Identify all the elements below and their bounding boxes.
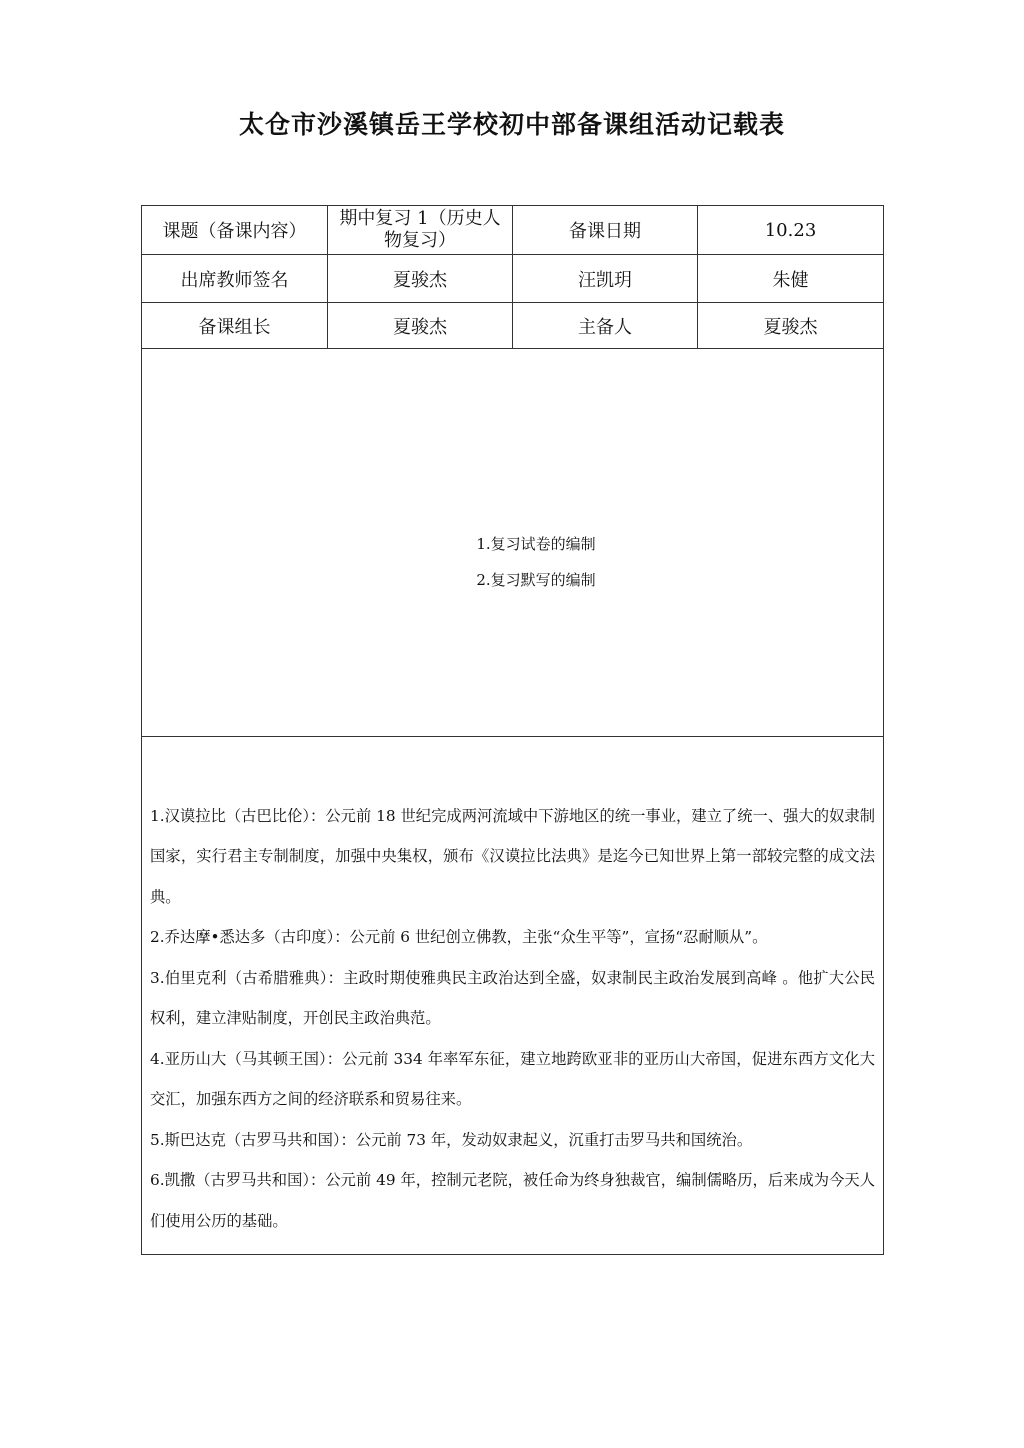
leader-label: 备课组长 xyxy=(142,303,328,349)
plan-item: 2.复习默写的编制 xyxy=(476,570,596,589)
main-preparer-label: 主备人 xyxy=(513,303,698,349)
teacher-signature: 夏骏杰 xyxy=(328,255,513,303)
leader-value: 夏骏杰 xyxy=(328,303,513,349)
plan-list xyxy=(142,488,883,598)
attendance-label: 出席教师签名 xyxy=(142,255,328,303)
content-cell xyxy=(142,737,884,1255)
table-row xyxy=(142,737,884,1255)
plan-item: 1.复习试卷的编制 xyxy=(476,534,596,553)
teacher-signature: 汪凯玥 xyxy=(513,255,698,303)
content-paragraph: 4.亚历山大（马其顿王国）：公元前 334 年率军东征，建立地跨欧亚非的亚历山大帝国，促进东西方文化大交汇，加强东西方之间的经济联系和贸易往来。 xyxy=(150,1049,875,1109)
content-body xyxy=(142,750,883,1242)
teacher-signature: 朱健 xyxy=(698,255,884,303)
table-row xyxy=(142,206,884,255)
date-value: 10.23 xyxy=(698,206,884,255)
document-title: 太仓市沙溪镇岳王学校初中部备课组活动记载表 xyxy=(238,110,785,139)
table-row xyxy=(142,349,884,737)
table-row xyxy=(142,255,884,303)
content-paragraph: 2.乔达摩•悉达多（古印度）：公元前 6 世纪创立佛教，主张“众生平等”，宣扬“忍耐顺从”。 xyxy=(150,928,768,947)
date-label: 备课日期 xyxy=(513,206,698,255)
main-preparer-value: 夏骏杰 xyxy=(698,303,884,349)
topic-label: 课题（备课内容） xyxy=(142,206,328,255)
content-paragraph: 6.凯撒（古罗马共和国）：公元前 49 年，控制元老院，被任命为终身独裁官，编制儒略历，后来成为今天人们使用公历的基础。 xyxy=(150,1171,875,1230)
content-paragraph: 3.伯里克利（古希腊雅典）：主政时期使雅典民主政治达到全盛，奴隶制民主政治发展到高峰 。他扩大公民权利，建立津贴制度，开创民主政治典范。 xyxy=(150,968,875,1028)
plan-cell xyxy=(142,349,884,737)
activity-record-table xyxy=(141,205,884,1255)
table-row xyxy=(142,303,884,349)
content-paragraph: 5.斯巴达克（古罗马共和国）：公元前 73 年，发动奴隶起义，沉重打击罗马共和国统治。 xyxy=(150,1130,753,1149)
topic-value xyxy=(328,206,513,255)
topic-value-text: 期中复习 1（历史人物复习） xyxy=(339,208,501,251)
content-paragraph: 1.汉谟拉比（古巴比伦）：公元前 18 世纪完成两河流域中下游地区的统一事业，建立了统一、强大的奴隶制国家，实行君主专制制度，加强中央集权，颁布《汉谟拉比法典》是迄今已知世界上第一部较完整的成文法典。 xyxy=(150,806,875,906)
